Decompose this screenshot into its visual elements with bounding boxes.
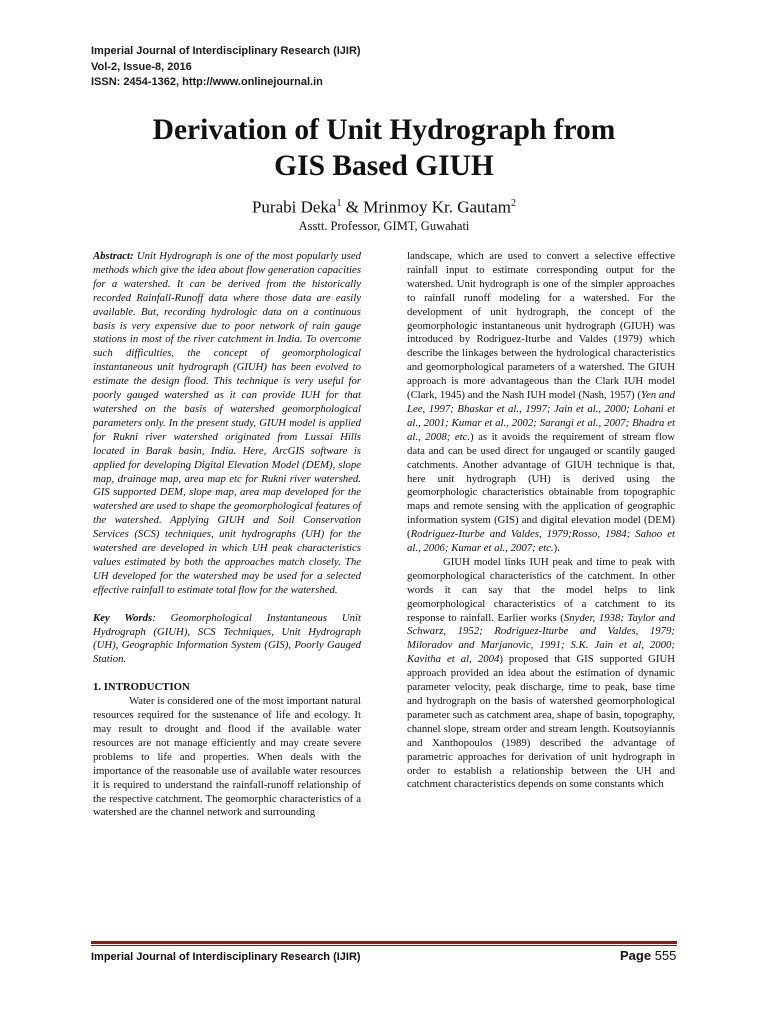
- body-text: ) proposed that GIS supported GIUH approach provided an idea about the estimation of dynamic parameter velocity, peak discharge, time to peak, base time and hydrograph on the basis of watershed geomorphological parameter such as catchment area, shape of basin, topography, channel slope, stream order and stream length. Koutsoyiannis and Xanthopoulos (1989) described the advantage of parametric approaches for derivation of unit hydrograph in order to establish a relationship between the UH and catchment characteristics depends on some constants which: [407, 653, 675, 791]
- left-column: [93, 250, 361, 820]
- introduction-paragraph: Water is considered one of the most important natural resources required for the sustenance of life and ecology. It may result to drought and flood if the available water resources are not manage efficiently and may create severe problems to life and properties. When deals with the importance of the reasonable use of available water resources it is required to understand the rainfall-runoff relationship of the respective catchment. The geomorphic characteristics of a watershed are the channel network and surrounding: [93, 695, 361, 819]
- body-text: ) as it avoids the requirement of stream flow data and can be used direct for ungauged or scantily gauged catchments. Another advantage of GIUH technique is that, here unit hydrograph (UH) is derived using the geomorphologic characteristics obtainable from topographic maps and remote sensing with the application of geographic information system (GIS) and digital elevation model (DEM) (: [407, 430, 675, 541]
- section-heading-introduction: 1. INTRODUCTION: [93, 681, 190, 694]
- page-label: Page: [620, 948, 655, 963]
- keywords-text: : Geomorphological Instantaneous Unit Hydrograph (GIUH), SCS Techniques, Unit Hydrograph (UH), Geographic Information System (GIS), Poorly Gauged Station.: [93, 611, 361, 666]
- author-affiliation: Asstt. Professor, GIMT, Guwahati: [298, 219, 470, 233]
- keywords-label: Key Words: [93, 611, 153, 624]
- author-joiner: &: [341, 197, 364, 217]
- journal-header: [91, 44, 361, 91]
- author-2: Mrinmoy Kr. Gautam: [363, 197, 512, 217]
- abstract: [93, 250, 361, 598]
- right-column: [407, 250, 675, 792]
- citation-group: Rodriguez-Iturbe and Valdes, 1979;Rosso, 1984; Sahoo et al., 2006; Kumar et al., 2007; etc.: [407, 528, 675, 555]
- journal-volume: Vol-2, Issue-8, 2016: [91, 60, 192, 73]
- author-2-affiliation-mark: 2: [511, 198, 517, 209]
- page-number: [620, 948, 676, 963]
- body-paragraph-2: [407, 556, 675, 792]
- abstract-label: Abstract:: [93, 250, 134, 262]
- citation-group: Yen and Lee, 1997; Bhaskar et al., 1997; Jain et al., 2000; Lohani et al., 2001; Kumar et al., 2002; Sarangi et al., 2007; Bhadra et al., 2008; etc.: [407, 389, 675, 443]
- body-text: landscape, which are used to convert a selective effective rainfall input to estimate corresponding output for the watershed. Unit hydrograph is one of the simpler approaches to rainfall runoff modeling for a watershed. For the development of unit hydrograph, the concept of the geomorphologic instantaneous unit hydrograph (GIUH) was introduced by Rodriguez-Iturbe and Valdes (1979) which describe the linkages between the hydrological characteristics and geomorphological parameters of a watershed. The GIUH approach is more advantageous than the Clark IUH model (Clark, 1945) and the Nash IUH model (Nash, 1957) (: [407, 250, 675, 402]
- body-text: ).: [553, 542, 560, 555]
- author-1: Purabi Deka: [251, 197, 337, 217]
- title-line-2: GIS Based GIUH: [274, 150, 494, 182]
- title-line-1: Derivation of Unit Hydrograph from: [152, 114, 616, 146]
- page-number-value: 555: [654, 948, 677, 963]
- body-text: GIUH model links IUH peak and time to peak with geomorphological characteristics of the catchment. In other words it can say that the model helps to link geomorphological characteristics of a catchment to its response to rainfall. Earlier works (: [407, 555, 675, 624]
- author-1-affiliation-mark: 1: [336, 198, 342, 209]
- author-list: [60, 194, 708, 218]
- abstract-text: Unit Hydrograph is one of the most popularly used methods which give the idea about flow generation capacities for a watershed. It can be derived from the historically recorded Rainfall-Runoff data where those data are easily available. But, recording hydrologic data on a continuous basis is very expensive due to poor network of rain gauge stations in most of the river catchment in India. To overcome such difficulties, the concept of geomorphological instantaneous unit hydrograph (GIUH) has been evolved to estimate the design flood. This technique is very useful for poorly gauged watershed as it can provide IUH for that watershed on the basis of watershed geomorphological parameters only. In the present study, GIUH model is applied for Rukni river watershed originated from Lussai Hills located in Barak basin, India. Here, ArcGIS software is applied for developing Digital Elevation Model (DEM), slope map, drainage map, area map etc for Rukni river watershed. GIS supported DEM, slope map, area map developed for the watershed are used to shape the geomorphological features of the watershed. Applying GIUH and Soil Conservation Services (SCS) techniques, unit hydrographs (UH) for the watershed are developed in which UH peak characteristics values estimated by both the approaches match closely. The UH developed for the watershed may be used for a selected effective rainfall to estimate total flow for the watershed.: [93, 250, 361, 596]
- journal-name: Imperial Journal of Interdisciplinary Research (IJIR): [91, 45, 361, 57]
- paper-title: [60, 112, 708, 184]
- citation-group: Snyder, 1938; Taylor and Schwarz, 1952; Rodriguez-Iturbe and Valdes, 1979; Miloradov and Marjanovic, 1991; S.K. Jain et al, 2000; Kavitha et al, 2004: [407, 611, 675, 666]
- journal-issn: ISSN: 2454-1362, http://www.onlinejournal.in: [91, 76, 323, 88]
- keywords: [93, 612, 361, 668]
- footer-rule: [91, 941, 677, 944]
- footer-journal-name: Imperial Journal of Interdisciplinary Research (IJIR): [91, 951, 361, 963]
- footer-rule-thin: [91, 945, 677, 946]
- body-paragraph-1: [407, 250, 675, 556]
